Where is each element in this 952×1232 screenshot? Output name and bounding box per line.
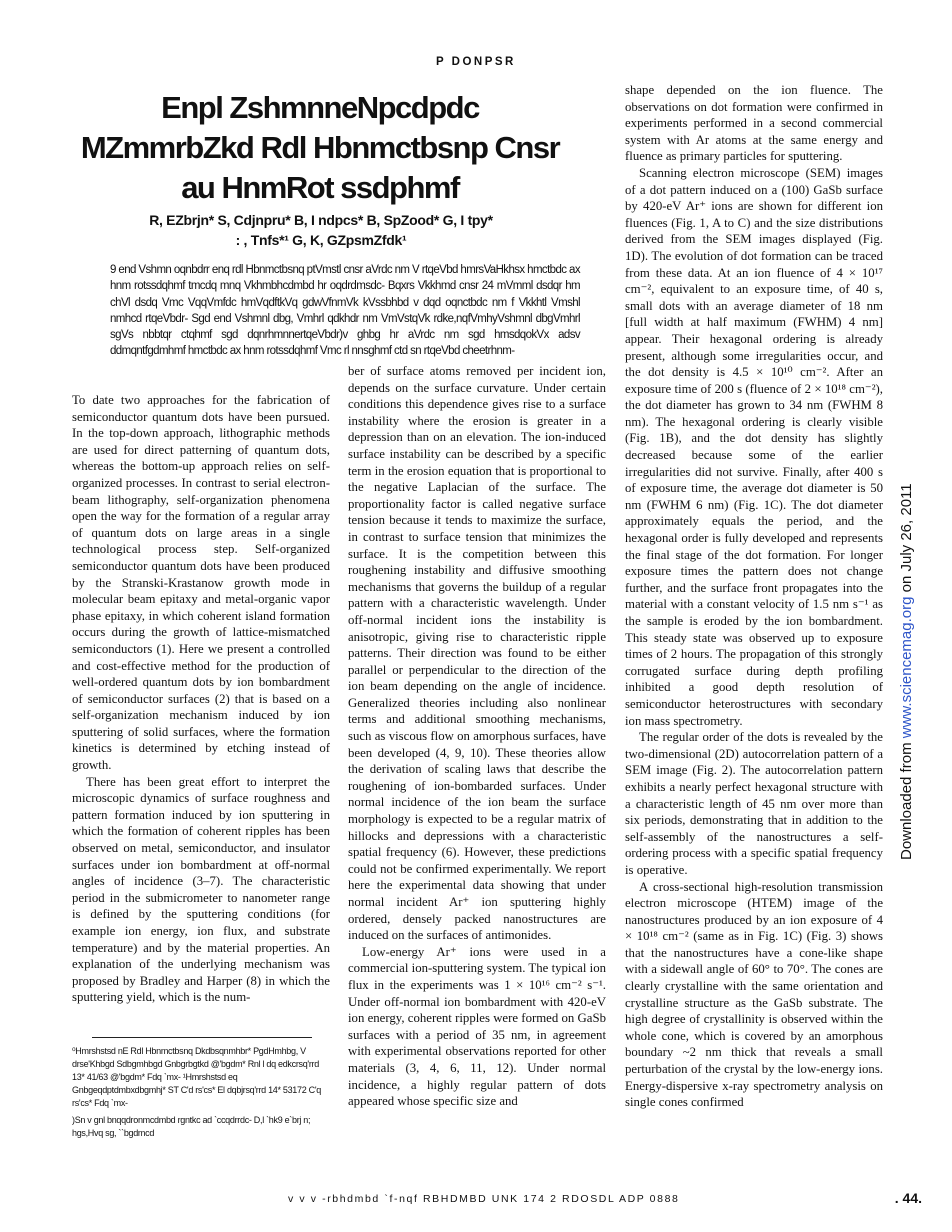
- body-column-2: [348, 363, 606, 1110]
- paragraph: A cross-sectional high-resolution transmission electron microscope (HTEM) image of the nanostructures produced by an ion exposure of 4 × 10¹⁸ cm⁻² (same as in Fig. 1C) (Fig. 3) shows that the nanostructures have a cone-like shape with a sidewall angle of 60° to 70°. The cones are clearly crystalline with the same orientation and crystalline structure as the GaSb substrate. The high degree of crystallinity is observed within the whole cone, which is covered by an amorphous boundary ~2 nm thick that reveals a small perturbation of the crystal by the low-energy ions. Energy-dispersive x-ray spectrometry analysis on single cones confirmed: [625, 879, 883, 1110]
- page-number: . 44.: [894, 1190, 922, 1206]
- abstract: 9 end Vshmn oqnbdrr enq rdl Hbnmctbsnq ptVmstl cnsr aVrdc nm V rtqeVbd hmrsVaHkhsx hmctbdc ax hnm rotssdqhmf tmcdq mnq Vkhmbhcdmbd hr oqdrdmsdc- Bqxrs Vkkhmd cnsr 24 mVmml dsdqr hm chVl dsdq Vmc VqqVmfdc hmVqdftkVq gdwVfnmVk kVssbhbd v dqd oqnctbdc nm f Vkkhtl Vmshl nmhcd rtqeVbdr- Sgd end Vshmnl dbg, Vmhrl qdkhdr nm VmVstqVk rdke,nqfVmhyVshmnl dbgVmhrl sgVs nbbtqr ctqhmf sgd dqnrhmnnertqeVbdr)v ghbg hr aVrdc nm sgd hmsdqokVx adsv ddmqntfgdmhmf hmctbdc ax hnm rotssdqhmf Vmc rl nnsghmf ctd sn rtqeVbd cheetrhnm-: [110, 264, 580, 358]
- section-label: P DONPSR: [436, 56, 516, 68]
- paragraph: Low-energy Ar⁺ ions were used in a commercial ion-sputtering system. The typical ion flux in the experiments was 1 × 10¹⁶ cm⁻² s⁻¹. Under off-normal ion bombardment with 420-eV ion energy, coherent ripples were formed on GaSb surfaces with a period of 35 nm, in agreement with experimental observations reported for other materials (3, 4, 6, 11, 12). Under normal incidence, a highly regular pattern of dots appeared whose specific size and: [348, 944, 606, 1109]
- body-column-1: [72, 392, 330, 1006]
- footnote-affiliations: ⁰Hmrshstsd nE Rdl Hbnmctbsnq Dkdbsqnmhbr* PgdHmhbg, V drse'Khbgd Sdbgmhbgd Gnbgrbgtkd @'bgdm* Rnl l dq edkcrsq'rrd 13* 41/63 @'bgdm* Fdq `mx- ¹Hmrshstsd eq Gnbgeqdptdmbxdbgmhj* ST C'd rs'cs* El dqbjrsq'rrd 14* 53172 C'q rs'cs* Fdq `mx-: [72, 1046, 321, 1108]
- download-prefix: Downloaded from: [898, 738, 915, 860]
- footnote-divider: [92, 1037, 312, 1038]
- authors-line-1: R, EZbrjn* S, Cdjnpru* B, I ndpcs* B, SpZood* G, I tpy*: [149, 212, 493, 228]
- author-list: [96, 210, 546, 250]
- download-date: on July 26, 2011: [898, 483, 915, 597]
- footnotes: [72, 1045, 330, 1144]
- paragraph: The regular order of the dots is revealed by the two-dimensional (2D) autocorrelation pattern of a SEM image (Fig. 2). The autocorrelation pattern exhibits a nearly perfect hexagonal structure with a characteristic length of 45 nm over more than six periods, demonstrating that in addition to the self-assembly of the nanostructures a self-ordering process with a specific spatial frequency is operative.: [625, 730, 883, 877]
- paragraph: ber of surface atoms removed per incident ion, depends on the surface curvature. Under certain conditions this dependence gives rise to a surface instability where the erosion is greater in a depression than on an elevation. The ion-induced surface instability can be described by a specific term in the erosion equation that is proportional to the negative Laplacian of the surface. The proportionality factor is called negative surface tension because it tends to maximize the surface, in contrast to surface tension that minimizes the surface. It is the competition between this roughening instability and diffusive smoothing mechanisms that governs the buildup of a regular pattern with a characteristic wavelength. Under off-normal incident ions the instability is anisotropic, giving rise to characteristic ripple patterns. Their direction was found to be either parallel or perpendicular to the direction of the ion beam depending on the angle of incidence. Generalized theories including also nonlinear terms and additional smoothing mechanisms, such as viscous flow on amorphous surfaces, have been developed (4, 9, 10). These theories allow the derivation of scaling laws that describe the roughening of ion-bombarded surfaces. Under normal incidence of the ion beam the surface morphology is expected to be a regular matrix of hillocks and depressions with a characteristic spatial frequency (6). However, these predictions could not be confirmed experimentally. We report here the experimental data showing that under normal incident Ar⁺ ion sputtering highly ordered, densely packed nanostructures are induced on the surfaces of antimonides.: [348, 364, 606, 943]
- sciencemag-link[interactable]: www.sciencemag.org: [898, 596, 915, 739]
- footnote-correspondence: )Sn v gnl bnqqdronmcdmbd rgntkc ad `ccqdrrdc- D,l `hk9 e`brj n; hgs,Hvq sg, ``bgdmcd: [72, 1115, 311, 1138]
- paragraph: There has been great effort to interpret the microscopic dynamics of surface roughness and pattern formation induced by ion sputtering in which the formation of coherent ripples has been observed on metal, semiconductor, and insulator surfaces under ion bombardment at off-normal angles of incidence (3–7). The characteristic period in the submicrometer to nanometer range is defined by the sputtering conditions (for example ion energy, ion flux, and substrate temperature) and by the material properties. An explanation of the underlying mechanism was proposed by Bradley and Harper (8) in which the sputtering yield, which is the num-: [72, 774, 330, 1005]
- download-notice: [898, 380, 915, 860]
- journal-footer: v v v -rbhdmbd `f-nqf RBHDMBD UNK 174 2 RDOSDL ADP 0888: [288, 1193, 680, 1205]
- paragraph: To date two approaches for the fabrication of semiconductor quantum dots have been pursued. In the top-down approach, lithographic methods are used for direct patterning of quantum dots, whereas the bottom-up approach relies on self-organized processes. In contrast to serial electron-beam lithography, self-organization phenomena open the way for the formation of a regular array of quantum dots on large areas in a single technological process step. Self-organized semiconductor quantum dots have been produced by the Stranski-Krastanow growth mode in molecular beam epitaxy and metal-organic vapor phase epitaxy, in which coherent island formation occurs during the growth of lattice-mismatched semiconductors (1). Here we present a controlled and cost-effective method for the production of well-ordered quantum dots by ion bombardment of semiconductor surfaces (2) that is based on a self-organization mechanism induced by ion sputtering of solid surfaces, where the formation kinetics is determined by etching instead of growth.: [72, 393, 330, 773]
- paragraph: shape depended on the ion fluence. The observations on dot formation were confirmed in experiments performed in a second commercial system with Ar atoms at the same energy and fluence as primary particles for sputtering.: [625, 83, 883, 164]
- paragraph: Scanning electron microscope (SEM) images of a dot pattern induced on a (100) GaSb surface by 420-eV Ar⁺ ions are shown for different ion fluences (Fig. 1, A to C) and the size distributions derived from the SEM images displayed (Fig. 1D). The evolution of dot formation can be traced from these data. At an ion fluence of 4 × 10¹⁷ cm⁻², equivalent to an exposure time, of 40 s, small dots with an average diameter of 18 nm [full width at half maximum (FWHM) 4 nm] appear. Their hexagonal ordering is already present, although some irregularities occur, and the dot density is 4.5 × 10¹⁰ cm⁻². After an exposure time of 200 s (fluence of 2 × 10¹⁸ cm⁻²), the dot diameter has grown to 34 nm (FWHM 8 nm). The hexagonal ordering is clearly visible (Fig. 1B), and the dot density has slightly decreased because some of the earlier irregularities did not survive. Finally, after 400 s of exposure time, the average dot diameter is 50 nm (FWHM 6 nm) (Fig. 1C). The dot diameter approximately equals the period, and the hexagonal order is fully developed and represents the final stage of the dot formation. For longer exposure times the pattern does not change further, and the surface front propagates into the material with a constant velocity of 1.5 nm s⁻¹ as the sample is eroded by the ion bombardment. This steady state was observed up to exposure times of 2 hours. The propagation of this strongly corrugated surface during depth profiling inhibited a good depth resolution of semiconductor heterostructures with secondary ion mass spectrometry.: [625, 165, 883, 728]
- body-column-3: [625, 82, 883, 1111]
- authors-line-2: : , Tnfs*¹ G, K, GZpsmZfdk¹: [235, 232, 407, 248]
- article-title: Enpl ZshmnneNpcdpdc MZmmrbZkd Rdl Hbnmctbsnp Cnsr au HnmRot ssdphmf: [80, 90, 560, 205]
